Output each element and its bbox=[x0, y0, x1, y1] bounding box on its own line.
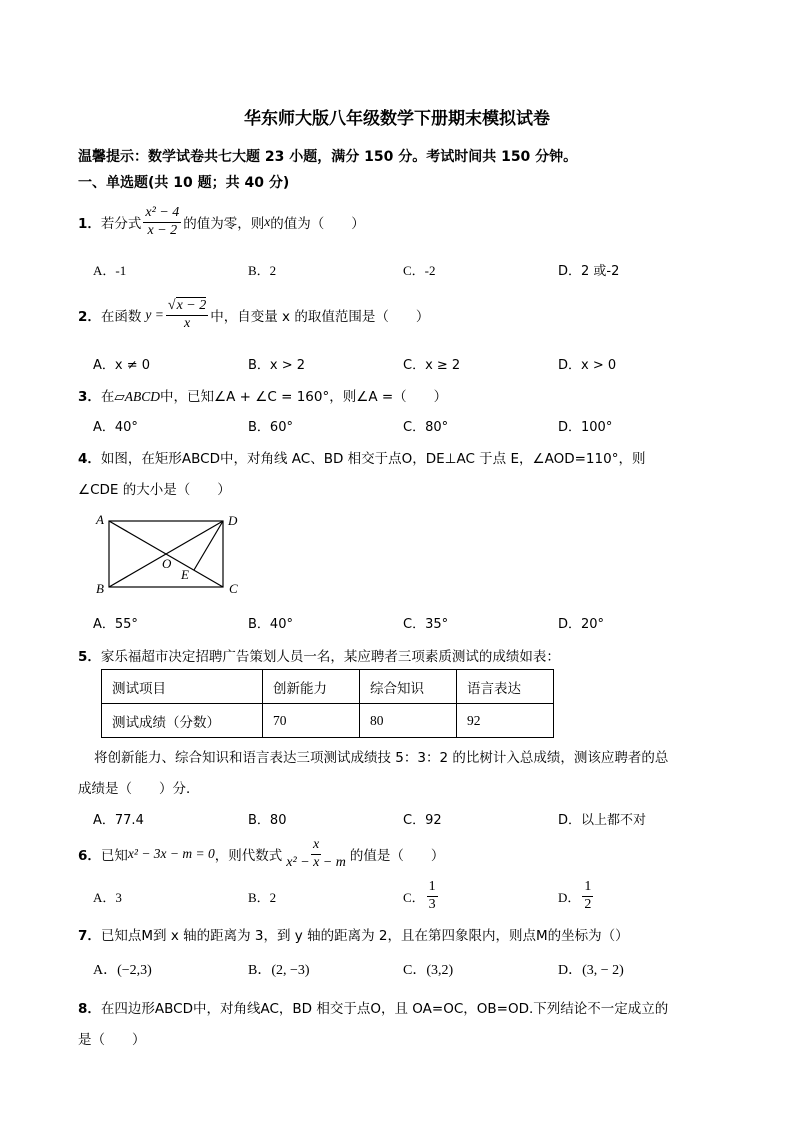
question-3 bbox=[78, 385, 447, 405]
option-c[interactable]: C．35° bbox=[403, 617, 449, 632]
option-b[interactable]: B．(2, −3) bbox=[248, 963, 310, 978]
option-a[interactable]: A．40° bbox=[93, 420, 138, 435]
fraction bbox=[166, 299, 208, 331]
question-number: 8． bbox=[78, 1001, 101, 1017]
question-8 bbox=[78, 997, 668, 1017]
label-c: C bbox=[229, 581, 238, 596]
question-text: 如图，在矩形ABCD中，对角线 AC、BD 相交于点O，DE⊥AC 于点 E，∠AOD=110°，则 bbox=[100, 451, 646, 467]
table-cell: 70 bbox=[263, 704, 360, 738]
fraction bbox=[582, 880, 593, 912]
option-c[interactable]: C．-2 bbox=[403, 263, 436, 278]
score-table bbox=[101, 669, 554, 738]
label-e: E bbox=[181, 567, 189, 582]
option-b[interactable] bbox=[248, 887, 276, 906]
question-6 bbox=[78, 834, 444, 874]
question-text: 中，自变量 x 的取值范围是（ ） bbox=[210, 309, 430, 325]
fraction-numerator: 1 bbox=[427, 880, 438, 897]
option-b[interactable]: B．x > 2 bbox=[248, 358, 306, 373]
table-cell: 综合知识 bbox=[360, 670, 457, 704]
option-c[interactable] bbox=[403, 876, 440, 916]
option-c[interactable]: C．(3,2) bbox=[403, 963, 454, 978]
option-label: D． bbox=[558, 889, 581, 905]
option-d[interactable]: D．(3, − 2) bbox=[558, 963, 624, 978]
fraction bbox=[427, 880, 438, 912]
option-a[interactable]: A．77.4 bbox=[93, 813, 144, 828]
table-cell: 测试成绩（分数） bbox=[102, 704, 263, 738]
fraction-numerator: x bbox=[311, 838, 321, 855]
label-b: B bbox=[96, 581, 104, 596]
table-cell: 92 bbox=[457, 704, 554, 738]
table-cell: 创新能力 bbox=[263, 670, 360, 704]
option-c[interactable]: C．92 bbox=[403, 813, 442, 828]
page-title: 华东师大版八年级数学下册期末模拟试卷 bbox=[244, 109, 550, 129]
question-text: 在函数 bbox=[100, 309, 142, 325]
question-text: 中，已知∠A + ∠C = 160°，则∠A =（ ） bbox=[160, 389, 448, 405]
option-b[interactable]: B．40° bbox=[248, 617, 293, 632]
question-number: 2． bbox=[78, 309, 101, 325]
question-number: 5． bbox=[78, 649, 101, 665]
question-text: 的值为零，则 bbox=[183, 216, 265, 232]
fraction-denominator: x² − x − m bbox=[286, 854, 346, 870]
rectangle-figure bbox=[92, 510, 252, 600]
fraction-numerator: 1 bbox=[582, 880, 593, 897]
question-7 bbox=[78, 924, 629, 944]
question-8-line2: 是（ ） bbox=[78, 1032, 146, 1048]
option-c[interactable]: C．x ≥ 2 bbox=[403, 358, 461, 373]
question-5-text: 成绩是（ ）分． bbox=[78, 781, 200, 797]
fraction-denominator: 3 bbox=[428, 896, 436, 912]
question-text: 在 bbox=[100, 389, 115, 405]
question-number: 1． bbox=[78, 216, 101, 232]
table-cell: 语言表达 bbox=[457, 670, 554, 704]
option-value: 3 bbox=[115, 890, 122, 905]
question-4-line2: ∠CDE 的大小是（ ） bbox=[78, 482, 231, 498]
question-5-text: 将创新能力、综合知识和语言表达三项测试成绩技 5：3：2 的比树计入总成绩，测该应聘者的总 bbox=[94, 750, 669, 766]
option-d[interactable]: D．x > 0 bbox=[558, 358, 617, 373]
table-cell: 测试项目 bbox=[102, 670, 263, 704]
section-heading: 一、单选题(共 10 题；共 40 分) bbox=[78, 175, 290, 191]
question-5 bbox=[78, 645, 560, 665]
option-d[interactable]: D．20° bbox=[558, 617, 605, 632]
option-b[interactable]: B．60° bbox=[248, 420, 293, 435]
option-a[interactable] bbox=[93, 887, 122, 906]
option-b[interactable]: B．2 bbox=[248, 263, 277, 278]
table-cell: 80 bbox=[360, 704, 457, 738]
question-number: 4． bbox=[78, 451, 101, 467]
question-2 bbox=[78, 294, 429, 336]
option-d[interactable]: D．以上都不对 bbox=[558, 813, 647, 828]
question-text: 已知 bbox=[100, 848, 128, 864]
fraction-denominator: x − 2 bbox=[147, 222, 178, 238]
option-label: C． bbox=[403, 889, 425, 905]
option-value: 2 bbox=[269, 890, 277, 905]
option-b[interactable]: B．80 bbox=[248, 813, 287, 828]
question-number: 3． bbox=[78, 389, 101, 405]
radicand: x − 2 bbox=[176, 297, 207, 313]
label-a: A bbox=[96, 512, 104, 527]
option-a[interactable]: A．(−2,3) bbox=[93, 963, 152, 978]
question-number: 6． bbox=[78, 848, 101, 864]
option-label: B． bbox=[248, 890, 270, 905]
question-text: 已知点M到 x 轴的距离为 3，到 y 轴的距离为 2，且在第四象限内，则点M的坐标为（） bbox=[100, 928, 629, 944]
question-number: 7． bbox=[78, 928, 101, 944]
question-text: 的值为（ ） bbox=[270, 216, 365, 232]
question-text: ，则代数式 bbox=[214, 848, 283, 864]
question-text: 在四边形ABCD中，对角线AC，BD 相交于点O，且 OA=OC，OB=OD.下列结论不一定成立的 bbox=[100, 1001, 669, 1017]
fraction-denominator: x bbox=[183, 315, 191, 331]
option-c[interactable]: C．80° bbox=[403, 420, 449, 435]
label-o: O bbox=[162, 556, 172, 571]
table-row bbox=[102, 704, 554, 738]
segment-de bbox=[194, 521, 223, 570]
option-a[interactable]: A．55° bbox=[93, 617, 138, 632]
option-a[interactable]: A．-1 bbox=[93, 263, 127, 278]
table-header-row bbox=[102, 670, 554, 704]
math-lhs: y = bbox=[145, 307, 164, 322]
fraction bbox=[143, 206, 181, 238]
fraction-numerator: √x − 2 bbox=[166, 299, 208, 316]
fraction-numerator: x² − 4 bbox=[143, 206, 181, 223]
math-variable: x bbox=[264, 214, 271, 229]
exam-notice: 温馨提示：数学试卷共七大题 23 小题，满分 150 分。考试时间共 150 分钟。 bbox=[78, 149, 578, 165]
question-1 bbox=[78, 202, 365, 242]
option-d[interactable]: D．100° bbox=[558, 420, 613, 435]
option-d[interactable]: D．2 或-2 bbox=[558, 264, 620, 279]
fraction-denominator: 2 bbox=[584, 896, 592, 912]
math-equation: x² − 3x − m = 0 bbox=[127, 846, 215, 861]
option-d[interactable] bbox=[558, 876, 595, 916]
question-4 bbox=[78, 447, 645, 467]
option-label: A． bbox=[93, 890, 116, 905]
question-text: 的值是（ ） bbox=[349, 848, 445, 864]
option-a[interactable]: A．x ≠ 0 bbox=[93, 358, 151, 373]
math-shape: ▱ABCD bbox=[114, 389, 161, 404]
label-d: D bbox=[228, 513, 238, 528]
question-text: 若分式 bbox=[100, 216, 142, 232]
question-text: 家乐福超市决定招聘广告策划人员一名，某应聘者三项素质测试的成绩如表： bbox=[100, 649, 560, 665]
fraction bbox=[284, 838, 348, 870]
